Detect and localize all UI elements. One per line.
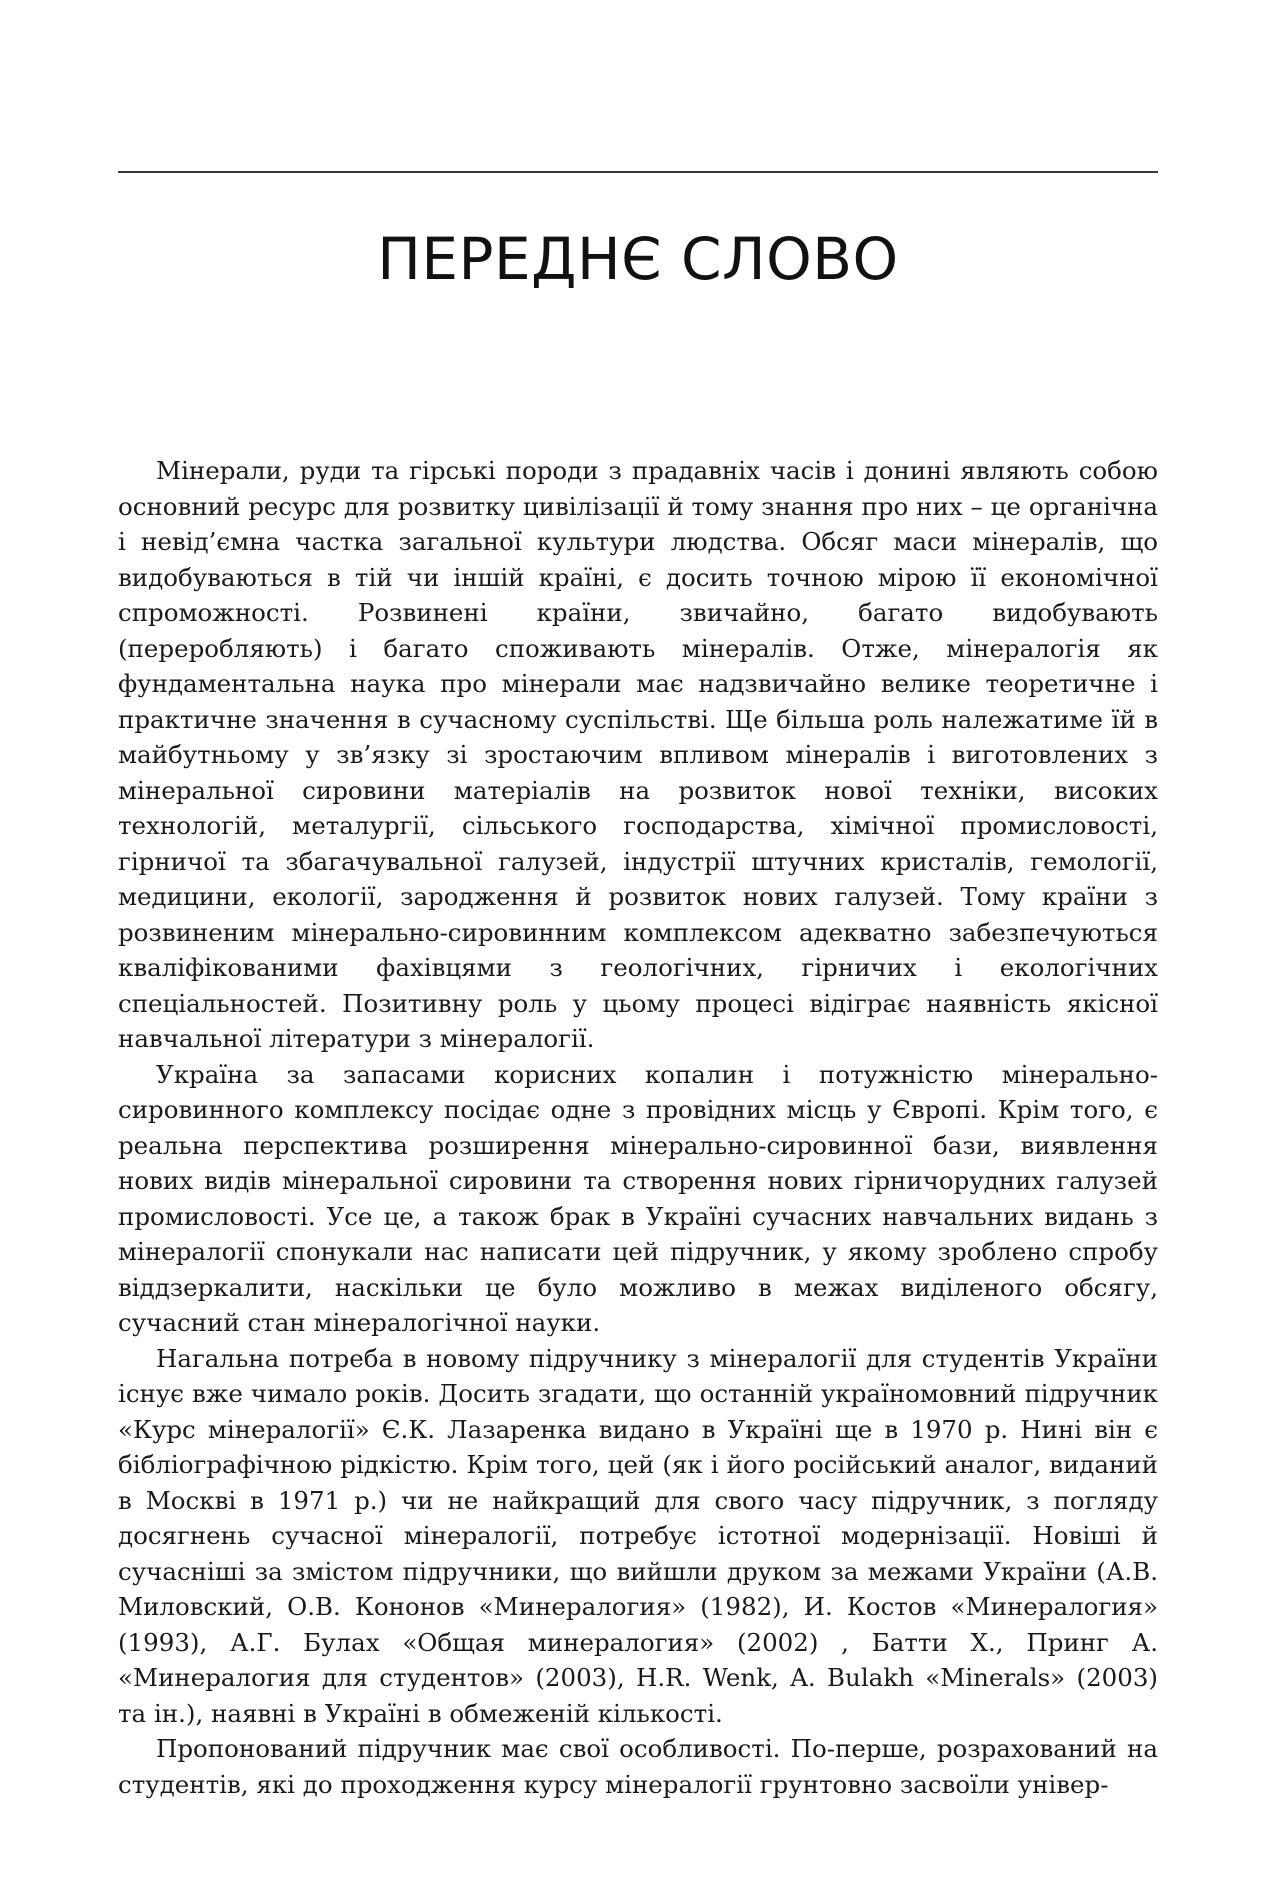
header-rule — [118, 171, 1158, 173]
paragraph-1: Мінерали, руди та гірські породи з прадавніх часів і донині являють собою основний ресурс для розвитку цивілізації й тому знання про них – це органічна і невід’ємна частка загальної культури людства. Обсяг маси мінералів, що видобуваються в тій чи іншій країні, є досить точною мірою її економічної спроможності. Розвинені країни, звичайно, багато видобувають (переробляють) і багато споживають мінералів. Отже, мінералогія як фундаментальна наука про мінерали має надзвичайно велике теоретичне і практичне значення в сучасному суспільстві. Ще більша роль належатиме їй в майбутньому у зв’язку зі зростаючим впливом мінералів і виготовлених з мінеральної сировини матеріалів на розвиток нової техніки, високих технологій, металургії, сільського господарства, хімічної промисловості, гірничої та збагачувальної галузей, індустрії штучних кристалів, гемології, медицини, екології, зародження й розвиток нових галузей. Тому країни з розвиненим мінерально-сировинним комплексом адекватно забезпечуються кваліфікованими фахівцями з геологічних, гірничих і екологічних спеціальностей. Позитивну роль у цьому процесі відіграє наявність якісної навчальної літератури з мінералогії. — [118, 456, 1158, 1053]
page-heading: ПЕРЕДНЄ СЛОВО — [377, 225, 899, 293]
paragraph-3: Нагальна потреба в новому підручнику з мінералогії для студентів України існує вже чимало років. Досить згадати, що останній україномовний підручник «Курс мінералогії» Є.К. Лазаренка видано в Україні ще в 1970 р. Нині він є бібліографічною рідкістю. Крім того, цей (як і його російський аналог, виданий в Москві в 1971 р.) чи не найкращий для свого часу підручник, з погляду досягнень сучасної мінералогії, потребує істотної модернізації. Новіші й сучасніші за змістом підручники, що вийшли друком за межами України (А.В. Миловский, О.В. Кононов «Минералогия» (1982), И. Костов «Минералогия» (1993), А.Г. Булах «Общая минералогия» (2002) , Батти Х., Принг А. «Минералогия для студентов» (2003), H.R. Wenk, A. Bulakh «Minerals» (2003) та ін.), наявні в Україні в обмеженій кількості. — [118, 1343, 1158, 1728]
paragraph-4: Пропонований підручник має свої особливості. По-перше, розрахований на студентів, які до проходження курсу мінералогії грунтовно засвоїли універ- — [118, 1734, 1158, 1799]
body-text — [118, 453, 1158, 1802]
paragraph-2: Україна за запасами корисних копалин і потужністю мінерально-сировинного комплексу посідає одне з провідних місць у Європі. Крім того, є реальна перспектива розширення мінерально-сировинної бази, виявлення нових видів мінеральної сировини та створення нових гірничорудних галузей промисловості. Усе це, а також брак в Україні сучасних навчальних видань з мінералогії спонукали нас написати цей підручник, у якому зроблено спробу віддзеркалити, наскільки це було можливо в межах виділеного обсягу, сучасний стан мінералогічної науки. — [118, 1059, 1158, 1337]
